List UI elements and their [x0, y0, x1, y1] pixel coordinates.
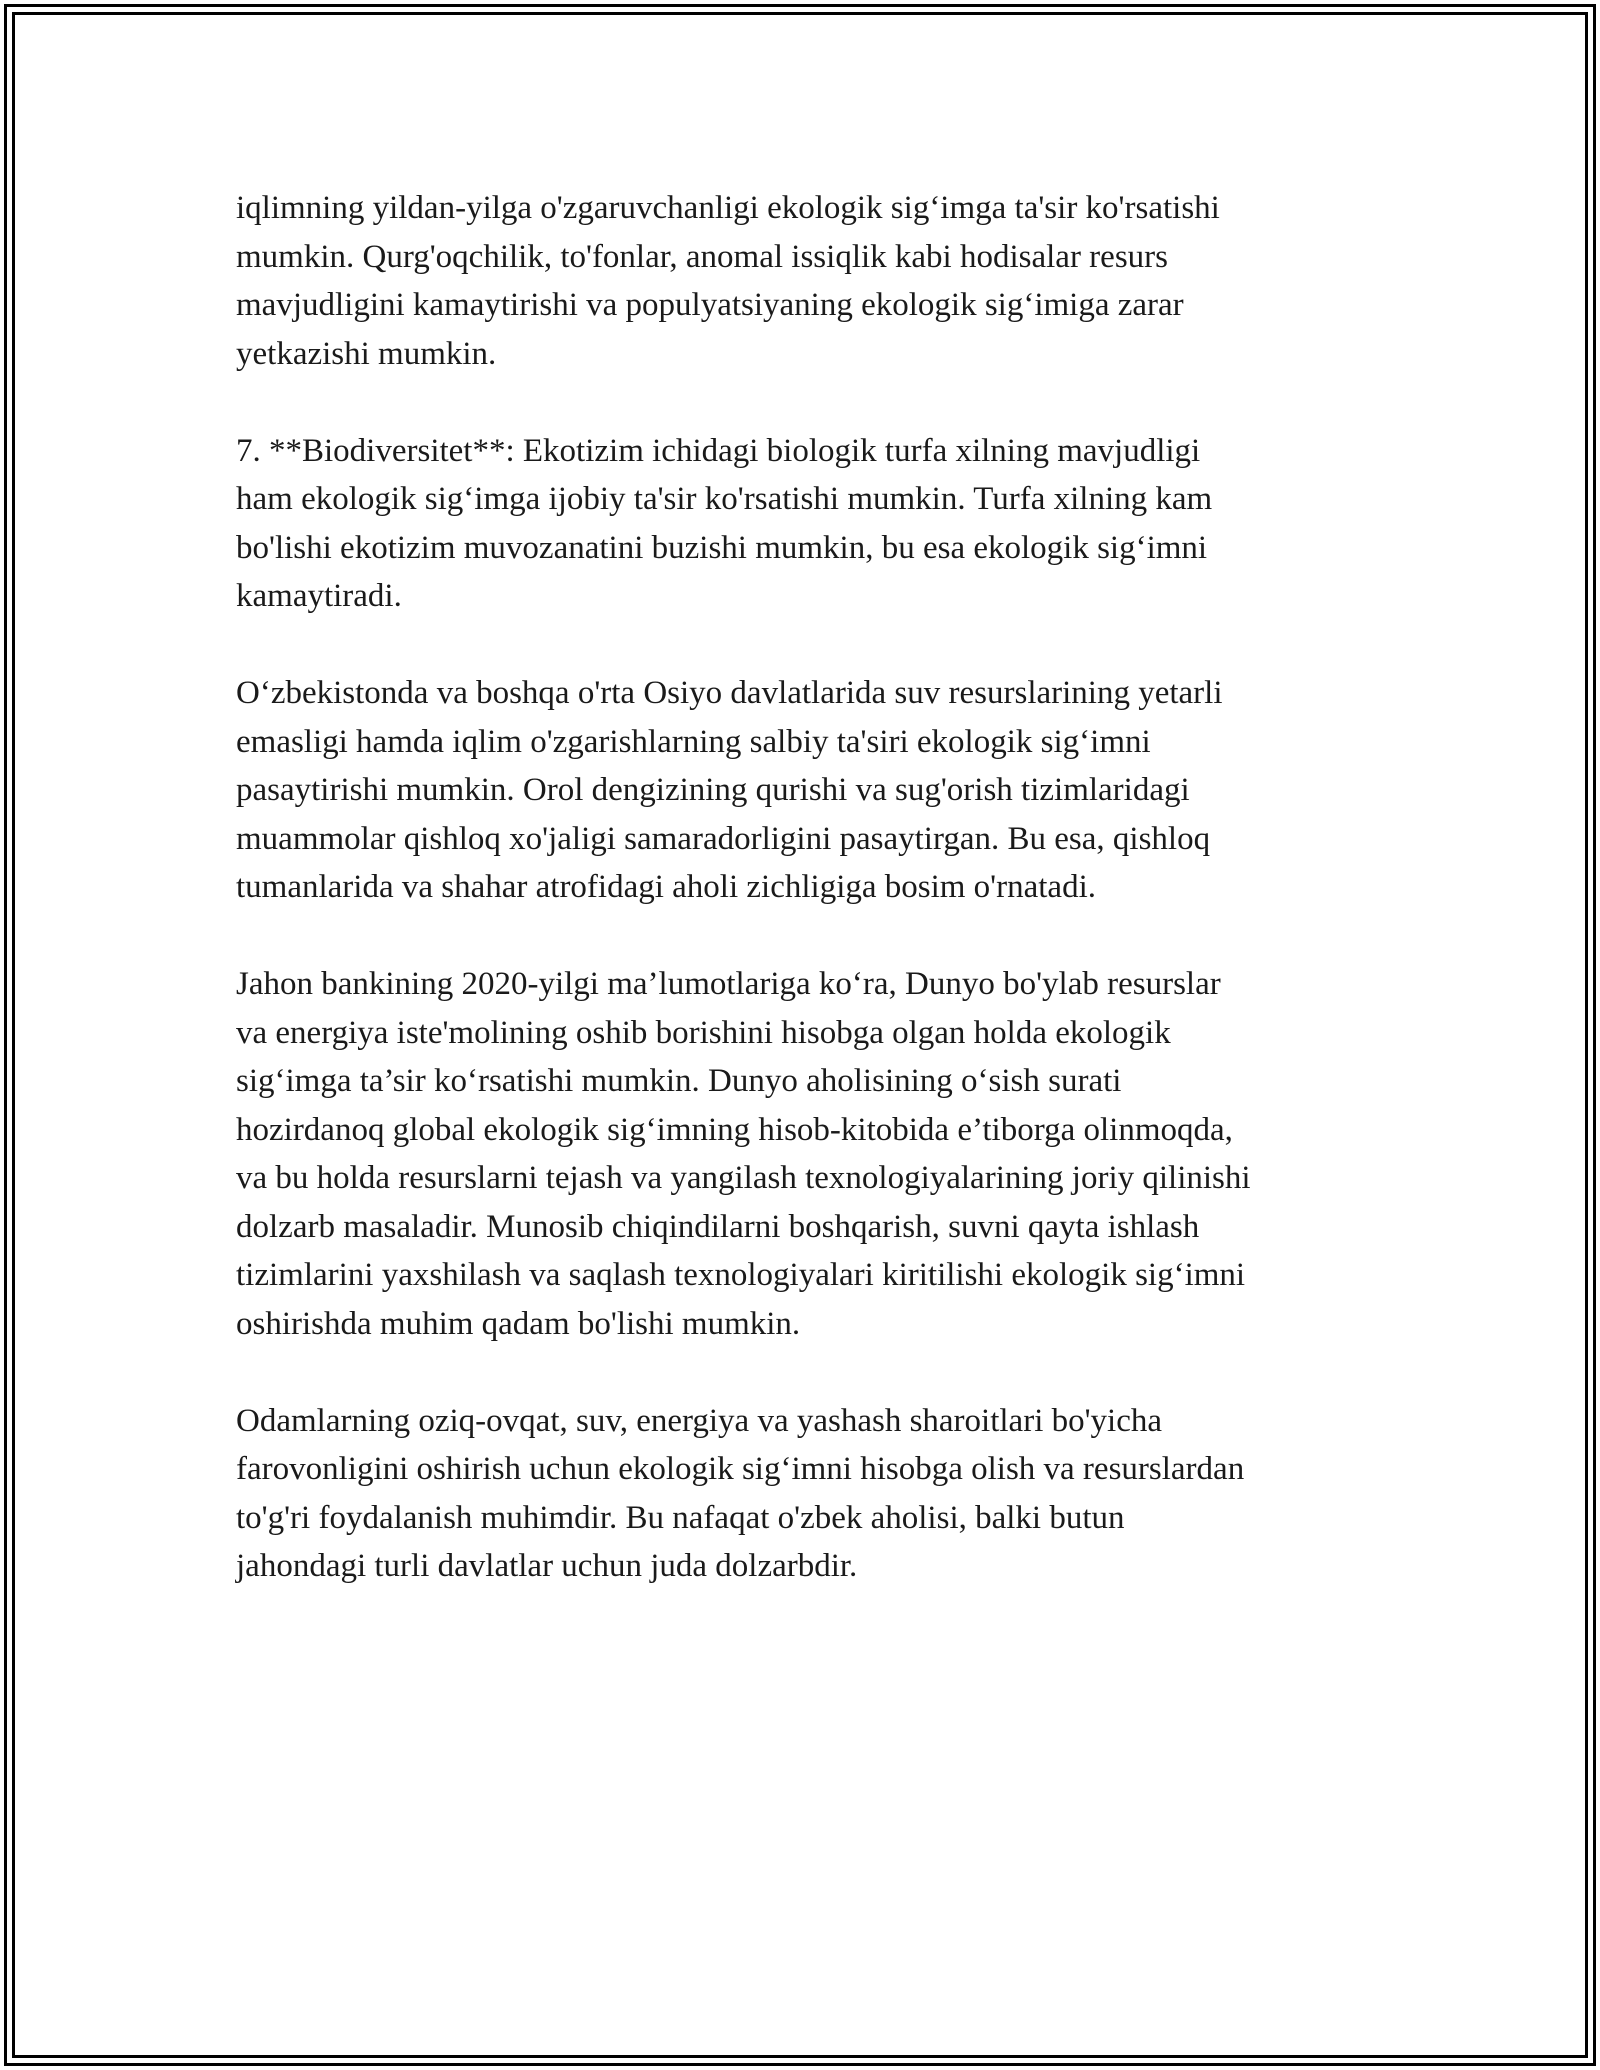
paragraph-conclusion: Odamlarning oziq-ovqat, suv, energiya va yashash sharoitlari bo'yicha farovonligini oshirish uchun ekologik sig‘imni hisobga olish va resurslardan to'g'ri foydalanish muhimdir. Bu nafaqat o'zbek aholisi, balki butun jahondagi turli davlatlar uchun juda dolzarbdir.	[236, 1402, 1245, 1584]
paragraph-biodiversity: 7. **Biodiversitet**: Ekotizim ichidagi biologik turfa xilning mavjudligi ham ekologik sig‘imga ijobiy ta'sir ko'rsatishi mumkin. Turfa xilning kam bo'lishi ekotizim muvozanatini buzishi mumkin, bu esa ekologik sig‘imni kamaytiradi.	[236, 432, 1213, 614]
paragraph-world-bank: Jahon bankining 2020-yilgi ma’lumotlariga ko‘ra, Dunyo bo'ylab resurslar va energiya iste'molining oshib borishini hisobga olgan holda ekologik sig‘imga ta’sir ko‘rsatishi mumkin. Dunyo aholisining o‘sish surati hozirdanoq global ekologik sig‘imning hisob-kitobida e’tiborga olinmoqda, va bu holda resurslarni tejash va yangilash texnologiyalarining joriy qilinishi dolzarb masaladir. Munosib chiqindilarni boshqarish, suvni qayta ishlash tizimlarini yaxshilash va saqlash texnologiyalari kiritilishi ekologik sig‘imni oshirishda muhim qadam bo'lishi mumkin.	[236, 966, 1251, 1342]
paragraph-climate-variability: iqlimning yildan-yilga o'zgaruvchanligi ekologik sig‘imga ta'sir ko'rsatishi mumkin. Qurg'oqchilik, to'fonlar, anomal issiqlik kabi hodisalar resurs mavjudligini kamaytirishi va populyatsiyaning ekologik sig‘imiga zarar yetkazishi mumkin.	[236, 190, 1220, 372]
document-body	[236, 184, 1386, 1639]
paragraph-uzbekistan-water: O‘zbekistonda va boshqa o'rta Osiyo davlatlarida suv resurslarining yetarli emasligi hamda iqlim o'zgarishlarning salbiy ta'siri ekologik sig‘imni pasaytirishi mumkin. Orol dengizining qurishi va sug'orish tizimlaridagi muammolar qishloq xo'jaligi samaradorligini pasaytirgan. Bu esa, qishloq tumanlarida va shahar atrofidagi aholi zichligiga bosim o'rnatadi.	[236, 675, 1223, 905]
